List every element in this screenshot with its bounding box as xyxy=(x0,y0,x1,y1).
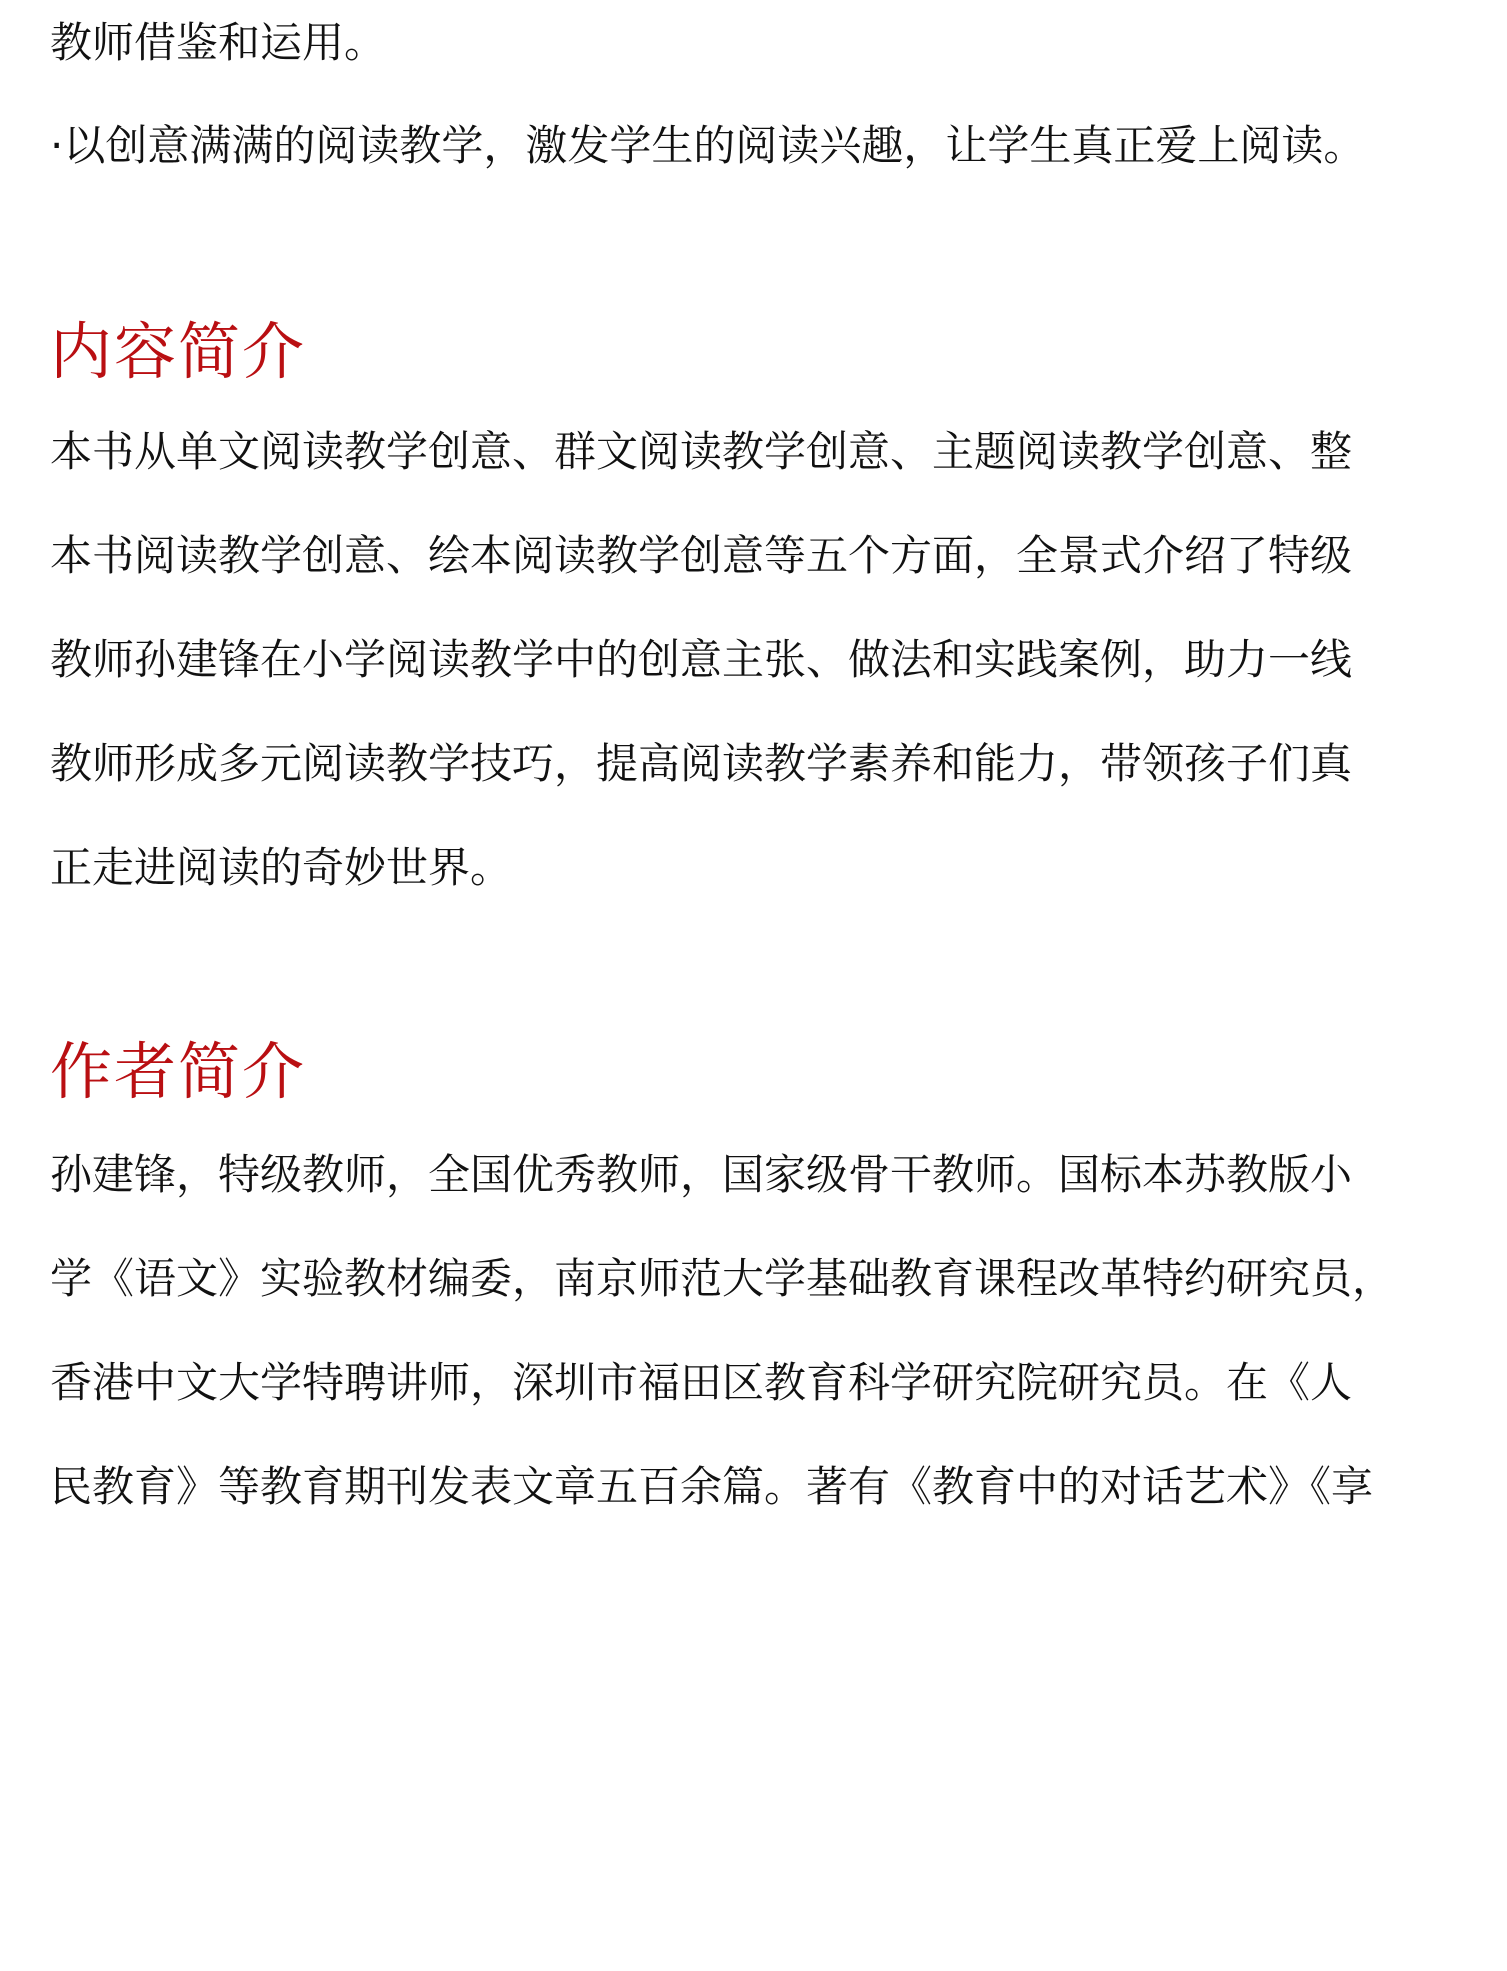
content-intro-heading: 内容简介 xyxy=(50,315,307,388)
author-intro-line: 民教育》等教育期刊发表文章五百余篇。著有《教育中的对话艺术》《享 xyxy=(50,1462,1374,1511)
content-intro-line: 本书阅读教学创意、绘本阅读教学创意等五个方面，全景式介绍了特级 xyxy=(50,531,1353,580)
author-intro-line: 孙建锋，特级教师，全国优秀教师，国家级骨干教师。国标本苏教版小 xyxy=(50,1150,1353,1199)
content-intro-line: 教师孙建锋在小学阅读教学中的创意主张、做法和实践案例，助力一线 xyxy=(50,635,1353,684)
intro-line: 教师借鉴和运用。 xyxy=(50,18,387,67)
intro-bullet-line: ·以创意满满的阅读教学，激发学生的阅读兴趣，让学生真正爱上阅读。 xyxy=(50,121,1366,170)
author-intro-line: 学《语文》实验教材编委，南京师范大学基础教育课程改革特约研究员， xyxy=(50,1254,1395,1303)
content-intro-line: 本书从单文阅读教学创意、群文阅读教学创意、主题阅读教学创意、整 xyxy=(50,427,1353,476)
author-intro-heading: 作者简介 xyxy=(50,1035,307,1108)
content-intro-line: 教师形成多元阅读教学技巧，提高阅读教学素养和能力，带领孩子们真 xyxy=(50,739,1353,788)
content-intro-line: 正走进阅读的奇妙世界。 xyxy=(50,843,513,892)
author-intro-line: 香港中文大学特聘讲师，深圳市福田区教育科学研究院研究员。在《人 xyxy=(50,1358,1353,1407)
